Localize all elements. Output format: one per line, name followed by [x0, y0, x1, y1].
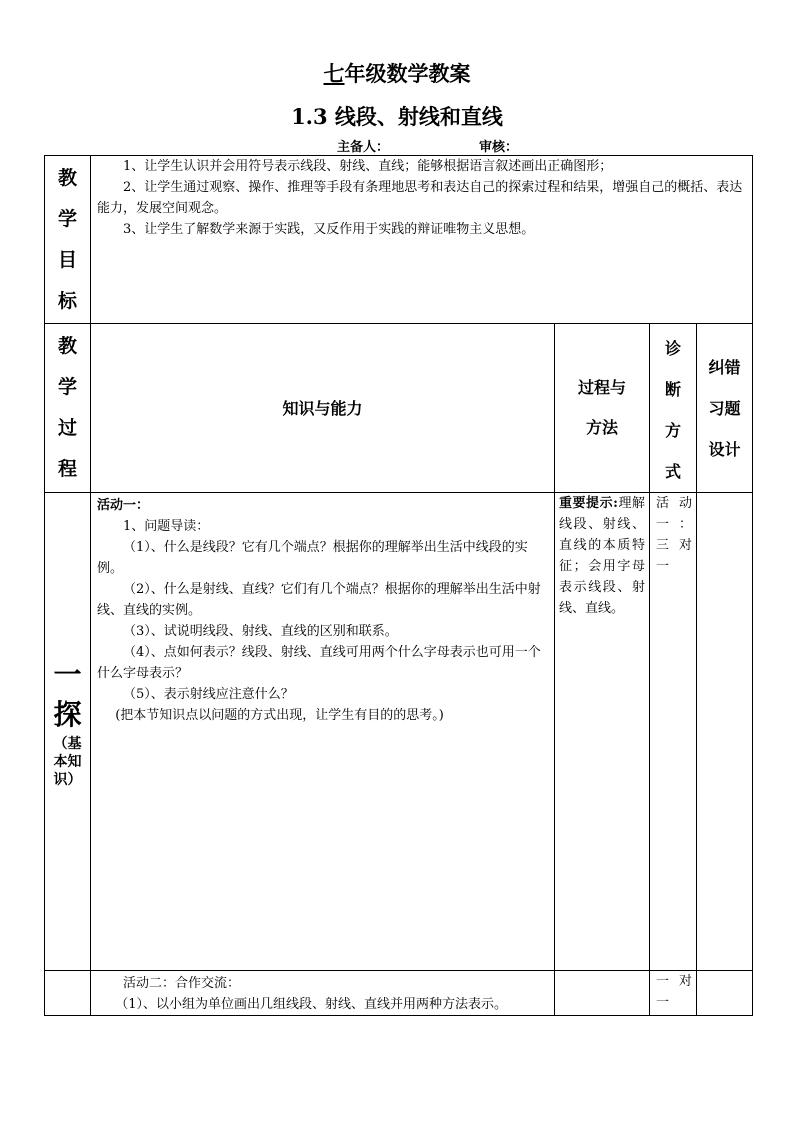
section2-label [45, 971, 91, 1016]
exercise-cell [697, 493, 753, 971]
content-line: （4）、点如何表示？线段、射线、直线可用两个什么字母表示也可用一个什么字母表示？ [97, 645, 541, 681]
content-line: （5）、表示射线应注意什么？ [123, 687, 294, 702]
content-line: （1）、以小组为单位画出几组线段、射线、直线并用两种方法表示。 [115, 997, 507, 1012]
key-hint-cell [555, 493, 650, 971]
exercise-header: 纠错 习题 设计 [697, 324, 753, 493]
lesson-plan-table [44, 155, 753, 1016]
content-line: （3）、试说明线段、射线、直线的区别和联系。 [123, 624, 398, 639]
objective-item: 3、让学生了解数学来源于实践，又反作用于实践的辩证唯物主义思想。 [123, 222, 535, 237]
activity-title: 活动二：合作交流： [123, 976, 241, 991]
process-label: 教 学 过 程 [45, 324, 91, 493]
exercise-cell [697, 971, 753, 1016]
knowledge-header: 知识与能力 [91, 324, 555, 493]
section2-content [91, 971, 555, 1016]
section1-row [45, 493, 753, 971]
content-line: (把本节知识点以问题的方式出现，让学生有目的的思考。) [115, 708, 444, 723]
method-header: 过程与 方法 [555, 324, 650, 493]
process-header-row [45, 324, 753, 493]
lesson-title: 1.3 线段、射线和直线 [291, 104, 503, 129]
author-line [337, 136, 518, 155]
diagnosis-cell: 活动一：三对一 [650, 493, 697, 971]
section1-label: 一 探 （基 本知 识） [45, 493, 91, 971]
objective-item: 1、让学生认识并会用符号表示线段、射线、直线；能够根据语言叙述画出正确图形； [123, 159, 613, 174]
diagnosis-cell: 一对一 [650, 971, 697, 1016]
activity-title: 活动一： [97, 498, 150, 513]
content-line: （2）、什么是射线、直线？它们有几个端点？根据你的理解举出生活中射线、直线的实例。 [97, 582, 541, 618]
objective-item: 2、让学生通过观察、操作、推理等手段有条理地思考和表达自己的探索过程和结果，增强自己的概括、表达能力，发展空间观念。 [97, 180, 743, 216]
document-title [0, 58, 794, 88]
content-line: （1）、什么是线段？它有几个端点？根据你的理解举出生活中线段的实例。 [97, 540, 528, 576]
diagnosis-header: 诊 断 方 式 [650, 324, 697, 493]
preparer-label: 主备人： [337, 140, 390, 155]
content-line: 1、问题导读： [123, 519, 210, 534]
objectives-row [45, 156, 753, 324]
key-hint-text: 理解线段、射线、直线的本质特征；会用字母表示线段、射线、直线。 [559, 496, 645, 616]
title-rest: 年级数学教案 [344, 61, 471, 86]
objectives-label: 教 学 目 标 [45, 156, 91, 324]
grade-label: 七 [323, 61, 345, 86]
objectives-content [91, 156, 753, 324]
key-hint-cell [555, 971, 650, 1016]
section1-content [91, 493, 555, 971]
reviewer-label: 审核： [479, 140, 519, 155]
key-hint-label: 重要提示: [559, 496, 618, 511]
section2-row [45, 971, 753, 1016]
